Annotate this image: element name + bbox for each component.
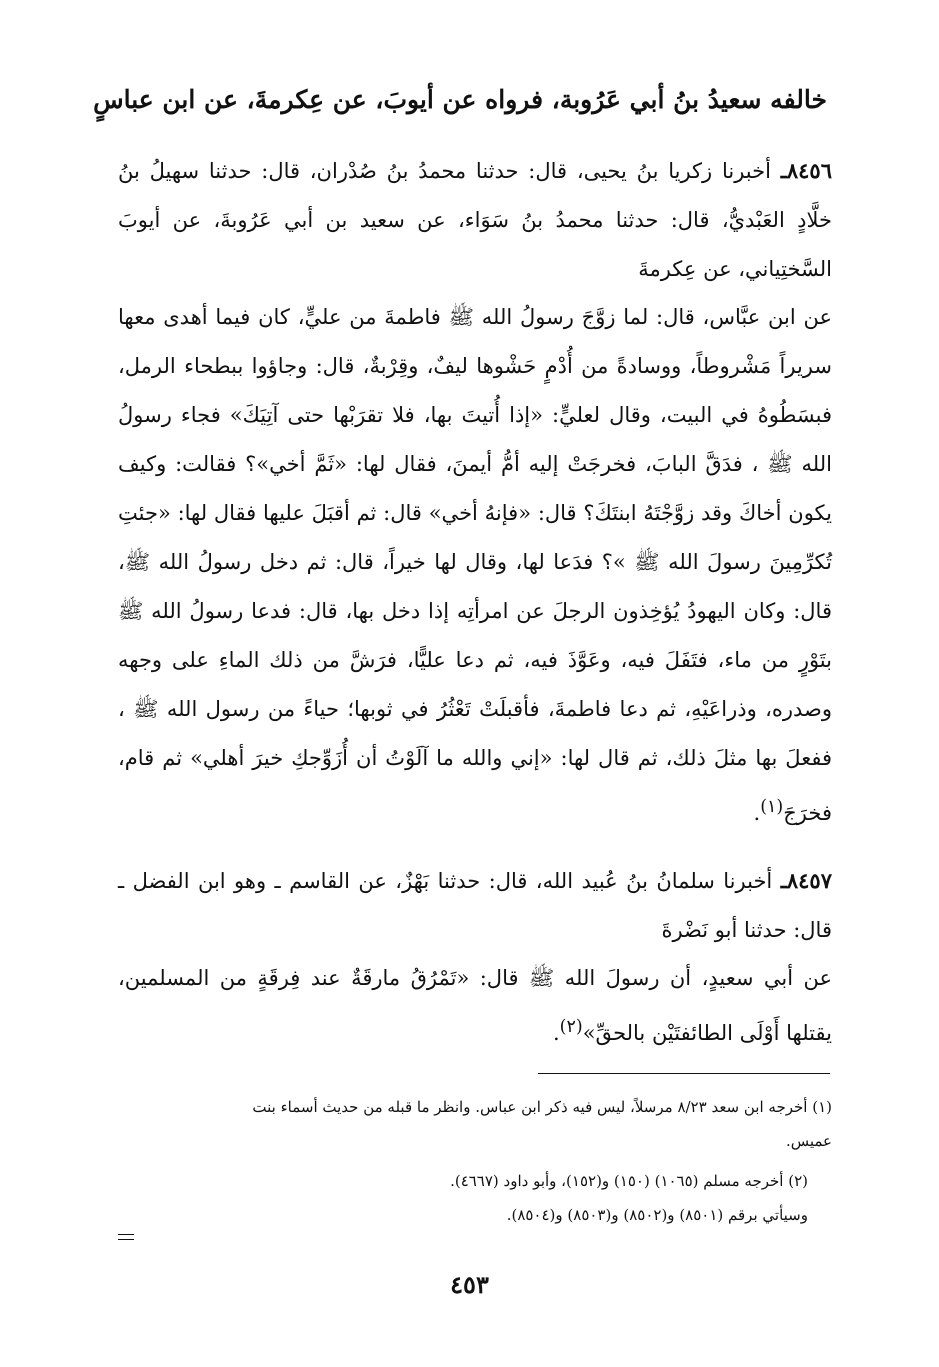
chapter-heading: خالفه سعيدُ بنُ أبي عَرُوبة، فرواه عن أيوبَ، عن عِكرمةَ، عن ابن عباسٍ: [93, 85, 827, 114]
matn-text: عن أبي سعيدٍ، أن رسولَ الله ﷺ قال: «تَمْرُقُ مارقَةٌ عند فِرقَةٍ من المسلمين، يقتلها أَوْلَى الطائفتَيْن بالحقِّ»: [118, 966, 832, 1045]
footnote-2-line-1: (٢) أخرجه مسلم (١٠٦٥) (١٥٠) و(١٥٢)، وأبو داود (٤٦٦٧).: [450, 1172, 808, 1190]
footnote-ref-1: (١): [760, 797, 784, 817]
hadith-number: ٨٤٥٧ـ: [780, 868, 832, 893]
isnad-text: أخبرنا سلمانُ بنُ عُبيد الله، قال: حدثنا بَهْزٌ، عن القاسم ـ وهو ابن الفضل ـ قال: حدثنا أبو نَضْرةَ: [118, 869, 832, 942]
continuation-mark: [118, 1234, 134, 1240]
hadith-number: ٨٤٥٦ـ: [780, 158, 832, 183]
footnote-ref-2: (٢): [559, 1017, 583, 1037]
footnote-1-line-1: (١) أخرجه ابن سعد ٨/٢٣ مرسلاً، ليس فيه ذكر ابن عباس. وانظر ما قبله من حديث أسماء بنت: [252, 1098, 832, 1116]
hadith-8457-isnad: [118, 856, 832, 955]
hadith-8456-isnad: [118, 146, 832, 294]
isnad-text: أخبرنا زكريا بنُ يحيى، قال: حدثنا محمدُ بنُ صُدْران، قال: حدثنا سهيلُ بنُ خلَّادٍ العَبْديُّ، قال: حدثنا محمدُ بنُ سَوَاء، عن سعيد بن أبي عَرُوبةَ، عن أيوبَ السَّختِياني، عن عِكرمةَ: [118, 159, 832, 281]
matn-text: عن ابن عبَّاس، قال: لما زوَّجَ رسولُ الله ﷺ فاطمةَ من عليٍّ، كان فيما أهدى معها سريراً مَشْروطاً، ووسادةً من أُدْمٍ حَشْوها ليفٌ، وقِرْبةٌ، قال: وجاؤوا ببطحاء الرمل، فبسَطُوهُ في البيت، وقال لعليٍّ: «إذا أُتيتَ بها، فلا تقرَبْها حتى آتِيَكَ» فجاء رسولُ الله ﷺ ، فدَقَّ البابَ، فخرجَتْ إليه أمُّ أيمنَ، فقال لها: «ثَمَّ أخي»؟ فقالت: وكيف يكون أخاكَ وقد زوَّجْتَهُ ابنتَكَ؟ قال: «فإنهُ أخي» قال: ثم أقبَلَ عليها فقال لها: «جئتِ تُكرِّمِينَ رسولَ الله ﷺ »؟ فدَعا لها، وقال لها خيراً، قال: ثم دخل رسولُ الله ﷺ، قال: وكان اليهودُ يُؤخِذون الرجلَ عن امرأتِه إذا دخل بها، قال: فدعا رسولُ الله ﷺ بتَوْرٍ من ماء، فتَفَلَ فيه، وعَوَّذَ فيه، ثم دعا عليًّا، فرَشَّ من ذلك الماءِ على وجهه وصدره، وذراعَيْهِ، ثم دعا فاطمةَ، فأقبلَتْ تَعْثُرُ في ثوبها؛ حياءً من رسول الله ﷺ ، ففعلَ بها مثلَ ذلك، ثم قال لها: «إني والله ما آلَوْتُ أن أُزَوِّجكِ خيرَ أهلي» ثم قام، فخرَجَ: [118, 305, 832, 825]
footnote-2-line-2: وسيأتي برقم (٨٥٠١) و(٨٥٠٢) و(٨٥٠٣) و(٨٥٠٤).: [506, 1206, 808, 1224]
footnote-separator: [538, 1073, 830, 1074]
footnote-1-line-2: عميس.: [785, 1132, 832, 1150]
hadith-8457-matn: عن أبي سعيدٍ، أن رسولَ الله ﷺ قال: «تَمْرُقُ مارقَةٌ عند فِرقَةٍ من المسلمين، يقتلها أَوْلَى الطائفتَيْن بالحقِّ»$^{(٢)}$.: [118, 966, 832, 1045]
page-number: ٤٥٣: [450, 1270, 489, 1299]
hadith-8456-matn: عن ابن عبَّاس، قال: لما زوَّجَ رسولُ الله ﷺ فاطمةَ من عليٍّ، كان فيما أهدى معها سريراً مَشْروطاً، ووسادةً من أُدْمٍ حَشْوها ليفٌ، وقِرْبةٌ، قال: وجاؤوا ببطحاء الرمل، فبسَطُوهُ في البيت، وقال لعليٍّ: «إذا أُتيتَ بها، فلا تقرَبْها حتى آتِيَكَ» فجاء رسولُ الله ﷺ ، فدَقَّ البابَ، فخرجَتْ إليه أمُّ أيمنَ، فقال لها: «ثَمَّ أخي»؟ فقالت: وكيف يكون أخاكَ وقد زوَّجْتَهُ ابنتَكَ؟ قال: «فإنهُ أخي» قال: ثم أقبَلَ عليها فقال لها: «جئتِ تُكرِّمِينَ رسولَ الله ﷺ »؟ فدَعا لها، وقال لها خيراً، قال: ثم دخل رسولُ الله ﷺ، قال: وكان اليهودُ يُؤخِذون الرجلَ عن امرأتِه إذا دخل بها، قال: فدعا رسولُ الله ﷺ بتَوْرٍ من ماء، فتَفَلَ فيه، وعَوَّذَ فيه، ثم دعا عليًّا، فرَشَّ من ذلك الماءِ على وجهه وصدره، وذراعَيْهِ، ثم دعا فاطمةَ، فأقبلَتْ تَعْثُرُ في ثوبها؛ حياءً من رسول الله ﷺ ، ففعلَ بها مثلَ ذلك، ثم قال لها: «إني والله ما آلَوْتُ أن أُزَوِّجكِ خيرَ أهلي» ثم قام، فخرَجَ$^{(١)}$.: [118, 305, 832, 825]
